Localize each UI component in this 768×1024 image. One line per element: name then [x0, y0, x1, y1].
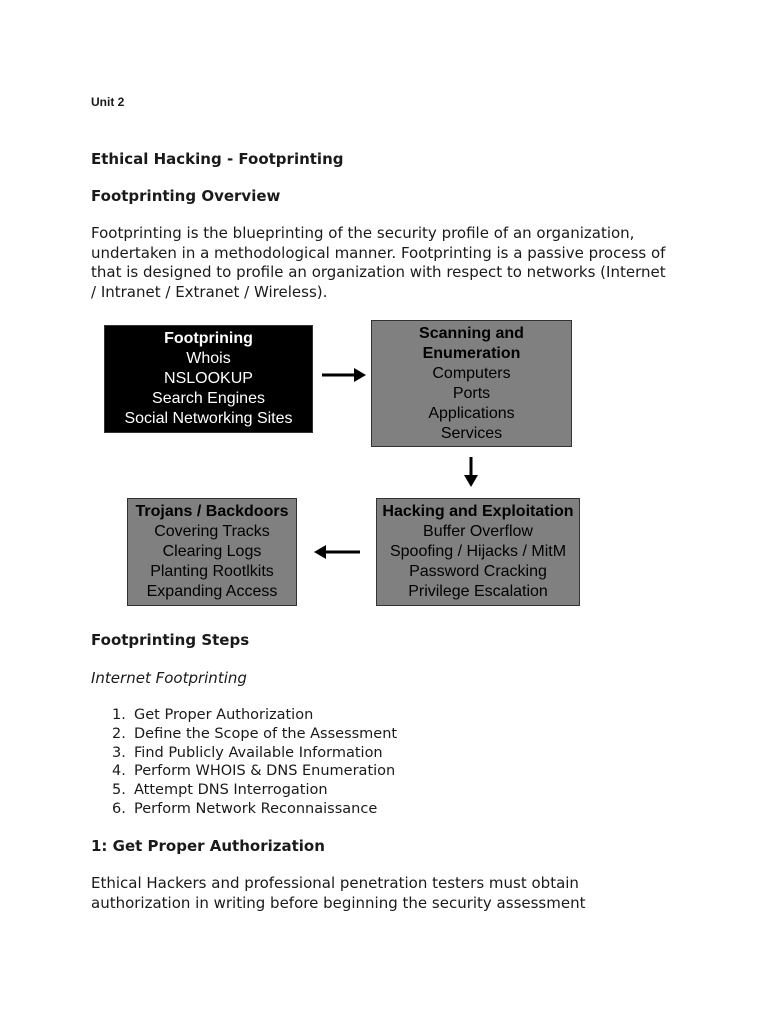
list-item	[112, 706, 397, 725]
overview-line: undertaken in a methodological manner. Footprinting is a passive process of	[91, 243, 666, 262]
step-text: Perform Network Reconnaissance	[134, 800, 378, 817]
auth-line: authorization in writing before beginning the security assessment	[91, 893, 586, 912]
hacking-box-title: Hacking and Exploitation	[382, 503, 574, 520]
step-number: 2.	[112, 725, 126, 742]
hacking-box-item: Buffer Overflow	[423, 523, 533, 540]
unit-label: Unit 2	[91, 95, 125, 109]
step-number: 1.	[112, 707, 126, 723]
hacking-box	[376, 498, 580, 606]
footprinting-box	[104, 325, 313, 433]
trojans-box-item: Planting Rootlkits	[150, 563, 274, 580]
right-arrow-icon	[320, 366, 368, 384]
page-title: Ethical Hacking - Footprinting	[91, 150, 344, 168]
step-text: Find Publicly Available Information	[134, 744, 383, 761]
trojans-box-item: Expanding Access	[146, 583, 278, 600]
overview-heading: Footprinting Overview	[91, 187, 281, 205]
hacking-box-item: Privilege Escalation	[408, 583, 548, 600]
scanning-box-item: Services	[440, 424, 503, 442]
auth-line: Ethical Hackers and professional penetration testers must obtain	[91, 874, 579, 892]
scanning-box	[371, 320, 572, 447]
list-item	[112, 725, 397, 744]
footprinting-box-title: Footprining	[164, 330, 253, 347]
step-text: Get Proper Authorization	[134, 707, 314, 723]
overview-paragraph	[91, 224, 691, 302]
trojans-box-title: Trojans / Backdoors	[135, 503, 289, 520]
overview-line: / Intranet / Extranet / Wireless).	[91, 282, 328, 301]
steps-heading: Footprinting Steps	[91, 631, 250, 649]
trojans-box-item: Clearing Logs	[162, 543, 262, 560]
down-arrow-icon	[461, 455, 481, 489]
steps-subheading: Internet Footprinting	[91, 669, 247, 687]
scanning-box-title: Enumeration	[422, 344, 521, 362]
footprinting-box-item: Social Networking Sites	[124, 410, 293, 427]
step-number: 4.	[112, 763, 126, 780]
list-item	[112, 762, 397, 781]
list-item	[112, 800, 397, 819]
step-number: 3.	[112, 744, 126, 761]
step-text: Define the Scope of the Assessment	[134, 725, 398, 742]
scanning-box-item: Ports	[452, 384, 491, 402]
auth-paragraph	[91, 874, 691, 913]
footprinting-box-item: NSLOOKUP	[164, 370, 253, 387]
footprinting-box-item: Search Engines	[152, 390, 265, 407]
hacking-box-item: Password Cracking	[409, 563, 547, 580]
trojans-box-item: Covering Tracks	[154, 523, 270, 540]
scanning-box-item: Computers	[432, 364, 511, 382]
step-number: 5.	[112, 782, 126, 799]
overview-line: that is designed to profile an organization with respect to networks (Internet	[91, 263, 666, 281]
steps-list	[112, 706, 397, 819]
step-text: Perform WHOIS & DNS Enumeration	[134, 763, 396, 780]
scanning-box-item: Applications	[428, 404, 515, 422]
step-number: 6.	[112, 800, 126, 817]
footprinting-box-item: Whois	[186, 350, 231, 367]
left-arrow-icon	[312, 543, 362, 561]
overview-line: Footprinting is the blueprinting of the security profile of an organization,	[91, 224, 635, 242]
scanning-box-title: Scanning and	[419, 324, 524, 342]
list-item	[112, 744, 397, 763]
list-item	[112, 781, 397, 800]
step-text: Attempt DNS Interrogation	[134, 782, 328, 799]
hacking-box-item: Spoofing / Hijacks / MitM	[389, 543, 567, 560]
auth-heading: 1: Get Proper Authorization	[91, 837, 325, 855]
trojans-box	[127, 498, 297, 606]
